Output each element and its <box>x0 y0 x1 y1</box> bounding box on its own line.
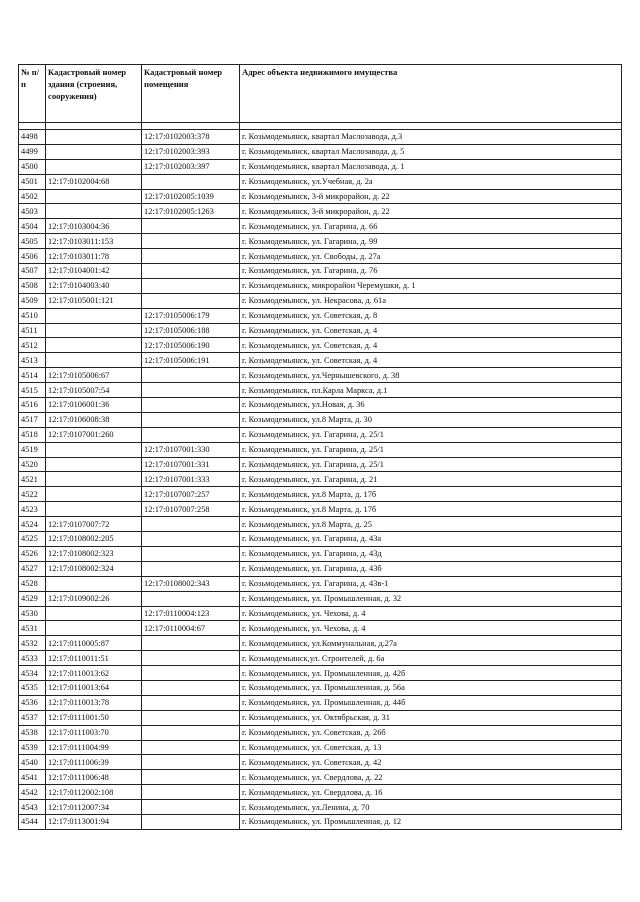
cell-room-cadastral <box>142 368 240 383</box>
cell-room-cadastral <box>142 666 240 681</box>
header-row <box>19 65 622 123</box>
table-row <box>19 398 622 413</box>
table-row <box>19 204 622 219</box>
cell-row-number: 4517 <box>19 412 46 427</box>
cell-building-cadastral: 12:17:0105001:121 <box>46 293 142 308</box>
cell-address: г. Козьмодемьянск, 3-й микрорайон, д. 22 <box>240 189 622 204</box>
cell-building-cadastral: 12:17:0111004:99 <box>46 740 142 755</box>
table-row <box>19 517 622 532</box>
cell-building-cadastral <box>46 457 142 472</box>
cell-building-cadastral: 12:17:0112002:108 <box>46 785 142 800</box>
cell-room-cadastral: 12:17:0102003:397 <box>142 159 240 174</box>
cell-address: г. Козьмодемьянск, ул.Чернышевского, д. 38 <box>240 368 622 383</box>
cell-room-cadastral <box>142 725 240 740</box>
cell-row-number: 4507 <box>19 264 46 279</box>
cell-row-number: 4529 <box>19 591 46 606</box>
table-body <box>19 130 622 830</box>
cell-row-number: 4506 <box>19 249 46 264</box>
table-row <box>19 814 622 829</box>
cell-room-cadastral <box>142 636 240 651</box>
table-row <box>19 636 622 651</box>
table-row <box>19 159 622 174</box>
cell-room-cadastral <box>142 249 240 264</box>
header-row-number: № п/п <box>19 65 46 123</box>
cell-address: г. Козьмодемьянск, ул. Октябрьская, д. 31 <box>240 710 622 725</box>
cell-building-cadastral <box>46 487 142 502</box>
table-row <box>19 800 622 815</box>
document-page <box>18 64 621 830</box>
cell-building-cadastral <box>46 159 142 174</box>
cell-row-number: 4499 <box>19 144 46 159</box>
cell-building-cadastral: 12:17:0103004:36 <box>46 219 142 234</box>
table-row <box>19 502 622 517</box>
cell-address: г. Козьмодемьянск, ул. Гагарина, д. 43б <box>240 561 622 576</box>
cell-building-cadastral: 12:17:0103011:78 <box>46 249 142 264</box>
table-row <box>19 308 622 323</box>
cell-address: г. Козьмодемьянск, ул. Гагарина, д. 25/1 <box>240 442 622 457</box>
cell-address: г. Козьмодемьянск, ул.8 Марта, д. 25 <box>240 517 622 532</box>
cell-room-cadastral <box>142 264 240 279</box>
cell-address: г. Козьмодемьянск, ул. Промышленная, д. 56а <box>240 680 622 695</box>
table-row <box>19 323 622 338</box>
cell-room-cadastral <box>142 755 240 770</box>
table-row <box>19 755 622 770</box>
cell-address: г. Козьмодемьянск, ул. Советская, д. 42 <box>240 755 622 770</box>
cell-room-cadastral: 12:17:0102005:1263 <box>142 204 240 219</box>
cell-address: г. Козьмодемьянск, ул. Промышленная, д. 42б <box>240 666 622 681</box>
cell-building-cadastral <box>46 472 142 487</box>
table-row <box>19 651 622 666</box>
cell-address: г. Козьмодемьянск, ул. Некрасова, д. 61а <box>240 293 622 308</box>
cell-address: г. Козьмодемьянск, 3-й микрорайон, д. 22 <box>240 204 622 219</box>
cell-room-cadastral <box>142 770 240 785</box>
cell-row-number: 4544 <box>19 814 46 829</box>
cell-address: г. Козьмодемьянск, ул. Советская, д. 8 <box>240 308 622 323</box>
cell-building-cadastral <box>46 606 142 621</box>
cell-address: г. Козьмодемьянск, ул. Гагарина, д. 25/1 <box>240 427 622 442</box>
cell-row-number: 4523 <box>19 502 46 517</box>
cell-building-cadastral: 12:17:0106001:36 <box>46 398 142 413</box>
table-row <box>19 472 622 487</box>
cell-building-cadastral: 12:17:0110005:87 <box>46 636 142 651</box>
table-row <box>19 278 622 293</box>
cell-room-cadastral <box>142 412 240 427</box>
table-row <box>19 487 622 502</box>
cell-building-cadastral <box>46 189 142 204</box>
table-row <box>19 219 622 234</box>
cell-row-number: 4508 <box>19 278 46 293</box>
cell-address: г. Козьмодемьянск, ул.Новая, д. 36 <box>240 398 622 413</box>
cell-address: г. Козьмодемьянск, ул. Советская, д. 13 <box>240 740 622 755</box>
table-header <box>19 65 622 130</box>
cell-row-number: 4536 <box>19 695 46 710</box>
cell-building-cadastral: 12:17:0109002:26 <box>46 591 142 606</box>
cell-room-cadastral: 12:17:0110004:67 <box>142 621 240 636</box>
cell-building-cadastral <box>46 308 142 323</box>
cell-building-cadastral: 12:17:0111006:48 <box>46 770 142 785</box>
cell-address: г. Козьмодемьянск, ул. Свободы, д. 27а <box>240 249 622 264</box>
cell-building-cadastral: 12:17:0110013:78 <box>46 695 142 710</box>
cell-row-number: 4531 <box>19 621 46 636</box>
header-building-cadastral: Кадастровый номер здания (строения, сооружения) <box>46 65 142 123</box>
cell-address: г. Козьмодемьянск, ул. Чехова, д. 4 <box>240 621 622 636</box>
cell-building-cadastral <box>46 353 142 368</box>
table-row <box>19 740 622 755</box>
cell-room-cadastral: 12:17:0105006:190 <box>142 338 240 353</box>
table-row <box>19 532 622 547</box>
cell-address: г. Козьмодемьянск, пл.Карла Маркса, д.1 <box>240 383 622 398</box>
cell-room-cadastral: 12:17:0105006:179 <box>142 308 240 323</box>
table-row <box>19 412 622 427</box>
cell-building-cadastral: 12:17:0104003:40 <box>46 278 142 293</box>
cell-room-cadastral <box>142 740 240 755</box>
cell-address: г. Козьмодемьянск, ул. Гагарина, д. 99 <box>240 234 622 249</box>
cell-building-cadastral <box>46 442 142 457</box>
cell-room-cadastral <box>142 234 240 249</box>
cell-building-cadastral <box>46 144 142 159</box>
cell-address: г. Козьмодемьянск, ул.8 Марта, д. 30 <box>240 412 622 427</box>
cell-building-cadastral: 12:17:0111006:39 <box>46 755 142 770</box>
header-room-cadastral: Кадастровый номер помещения <box>142 65 240 123</box>
cell-room-cadastral <box>142 546 240 561</box>
cell-row-number: 4526 <box>19 546 46 561</box>
cell-address: г. Козьмодемьянск,ул. Строителей, д. 6а <box>240 651 622 666</box>
cell-room-cadastral <box>142 398 240 413</box>
cell-building-cadastral: 12:17:0108002:324 <box>46 561 142 576</box>
cell-room-cadastral <box>142 383 240 398</box>
cell-address: г. Козьмодемьянск, ул. Гагарина, д. 76 <box>240 264 622 279</box>
cell-room-cadastral <box>142 710 240 725</box>
table-row <box>19 695 622 710</box>
cell-address: г. Козьмодемьянск, ул.8 Марта, д. 17б <box>240 487 622 502</box>
table-row <box>19 710 622 725</box>
cell-row-number: 4530 <box>19 606 46 621</box>
cell-row-number: 4539 <box>19 740 46 755</box>
cell-row-number: 4522 <box>19 487 46 502</box>
table-row <box>19 264 622 279</box>
cell-row-number: 4513 <box>19 353 46 368</box>
table-row <box>19 130 622 145</box>
cell-building-cadastral: 12:17:0110013:64 <box>46 680 142 695</box>
cell-room-cadastral <box>142 278 240 293</box>
cell-room-cadastral <box>142 532 240 547</box>
cell-address: г. Козьмодемьянск, ул.Учебная, д. 2а <box>240 174 622 189</box>
cell-row-number: 4514 <box>19 368 46 383</box>
cell-address: г. Козьмодемьянск, ул. Свердлова, д. 16 <box>240 785 622 800</box>
cell-building-cadastral: 12:17:0108002:205 <box>46 532 142 547</box>
cell-address: г. Козьмодемьянск, ул. Гагарина, д. 43в-1 <box>240 576 622 591</box>
cell-building-cadastral <box>46 338 142 353</box>
cell-room-cadastral: 12:17:0110004:123 <box>142 606 240 621</box>
cell-row-number: 4510 <box>19 308 46 323</box>
cell-room-cadastral: 12:17:0107001:333 <box>142 472 240 487</box>
cell-row-number: 4543 <box>19 800 46 815</box>
cell-row-number: 4511 <box>19 323 46 338</box>
cell-room-cadastral: 12:17:0102005:1039 <box>142 189 240 204</box>
cell-row-number: 4524 <box>19 517 46 532</box>
cell-building-cadastral: 12:17:0107001:260 <box>46 427 142 442</box>
cell-room-cadastral <box>142 785 240 800</box>
cell-row-number: 4518 <box>19 427 46 442</box>
table-row <box>19 234 622 249</box>
table-row <box>19 249 622 264</box>
cell-building-cadastral: 12:17:0111001:50 <box>46 710 142 725</box>
cell-row-number: 4501 <box>19 174 46 189</box>
cell-row-number: 4500 <box>19 159 46 174</box>
cell-room-cadastral <box>142 651 240 666</box>
cell-row-number: 4516 <box>19 398 46 413</box>
cell-building-cadastral <box>46 621 142 636</box>
cell-row-number: 4532 <box>19 636 46 651</box>
cell-building-cadastral: 12:17:0108002:323 <box>46 546 142 561</box>
cell-row-number: 4498 <box>19 130 46 145</box>
cell-address: г. Козьмодемьянск, ул. Советская, д. 26б <box>240 725 622 740</box>
table-row <box>19 785 622 800</box>
table-row <box>19 174 622 189</box>
table-row <box>19 666 622 681</box>
cell-row-number: 4519 <box>19 442 46 457</box>
cell-address: г. Козьмодемьянск, ул.Ленина, д. 70 <box>240 800 622 815</box>
table-row <box>19 725 622 740</box>
table-row <box>19 591 622 606</box>
cell-row-number: 4534 <box>19 666 46 681</box>
cell-address: г. Козьмодемьянск, ул. Гагарина, д. 25/1 <box>240 457 622 472</box>
table-row <box>19 770 622 785</box>
table-row <box>19 576 622 591</box>
cell-room-cadastral <box>142 427 240 442</box>
cell-row-number: 4540 <box>19 755 46 770</box>
cell-row-number: 4505 <box>19 234 46 249</box>
cell-room-cadastral: 12:17:0108002:343 <box>142 576 240 591</box>
cell-address: г. Козьмодемьянск, квартал Маслозавода, д. 1 <box>240 159 622 174</box>
cell-room-cadastral: 12:17:0107001:331 <box>142 457 240 472</box>
cell-address: г. Козьмодемьянск, ул. Советская, д. 4 <box>240 338 622 353</box>
cell-building-cadastral: 12:17:0111003:70 <box>46 725 142 740</box>
cell-address: г. Козьмодемьянск, квартал Маслозавода, д. 5 <box>240 144 622 159</box>
cell-row-number: 4515 <box>19 383 46 398</box>
cell-address: г. Козьмодемьянск, квартал Маслозавода, д.3 <box>240 130 622 145</box>
cell-room-cadastral: 12:17:0102003:393 <box>142 144 240 159</box>
header-spacer-row <box>19 123 622 130</box>
cell-address: г. Козьмодемьянск, ул. Советская, д. 4 <box>240 353 622 368</box>
table-row <box>19 383 622 398</box>
cell-address: г. Козьмодемьянск, ул. Гагарина, д. 21 <box>240 472 622 487</box>
table-row <box>19 353 622 368</box>
cell-row-number: 4541 <box>19 770 46 785</box>
cell-building-cadastral <box>46 130 142 145</box>
cell-row-number: 4509 <box>19 293 46 308</box>
cell-address: г. Козьмодемьянск, ул. Гагарина, д. 66 <box>240 219 622 234</box>
cell-room-cadastral <box>142 561 240 576</box>
cell-room-cadastral <box>142 814 240 829</box>
cell-room-cadastral <box>142 800 240 815</box>
table-row <box>19 338 622 353</box>
cell-address: г. Козьмодемьянск, ул. Советская, д. 4 <box>240 323 622 338</box>
cell-room-cadastral <box>142 219 240 234</box>
cell-room-cadastral: 12:17:0107007:258 <box>142 502 240 517</box>
cell-building-cadastral: 12:17:0105006:67 <box>46 368 142 383</box>
cell-address: г. Козьмодемьянск, ул. Свердлова, д. 22 <box>240 770 622 785</box>
cell-building-cadastral <box>46 323 142 338</box>
table-row <box>19 561 622 576</box>
cell-building-cadastral: 12:17:0107007:72 <box>46 517 142 532</box>
cell-address: г. Козьмодемьянск, ул.8 Марта, д. 17б <box>240 502 622 517</box>
cell-building-cadastral: 12:17:0110013:62 <box>46 666 142 681</box>
cell-row-number: 4542 <box>19 785 46 800</box>
table-row <box>19 621 622 636</box>
cell-address: г. Козьмодемьянск, ул. Промышленная, д. 32 <box>240 591 622 606</box>
cell-building-cadastral: 12:17:0113001:94 <box>46 814 142 829</box>
cell-room-cadastral <box>142 174 240 189</box>
table-row <box>19 293 622 308</box>
cell-room-cadastral <box>142 517 240 532</box>
cell-row-number: 4537 <box>19 710 46 725</box>
table-row <box>19 546 622 561</box>
cell-row-number: 4525 <box>19 532 46 547</box>
cell-address: г. Козьмодемьянск, микрорайон Черемушки, д. 1 <box>240 278 622 293</box>
cell-room-cadastral: 12:17:0105006:191 <box>142 353 240 368</box>
cell-row-number: 4538 <box>19 725 46 740</box>
table-row <box>19 457 622 472</box>
cell-address: г. Козьмодемьянск, ул.Коммунальная, д.27а <box>240 636 622 651</box>
table-row <box>19 680 622 695</box>
cell-address: г. Козьмодемьянск, ул. Чехова, д. 4 <box>240 606 622 621</box>
cell-row-number: 4528 <box>19 576 46 591</box>
cell-row-number: 4527 <box>19 561 46 576</box>
table-row <box>19 368 622 383</box>
cell-row-number: 4512 <box>19 338 46 353</box>
table-row <box>19 606 622 621</box>
cell-room-cadastral: 12:17:0102003:378 <box>142 130 240 145</box>
cell-row-number: 4535 <box>19 680 46 695</box>
cell-building-cadastral: 12:17:0103011:153 <box>46 234 142 249</box>
cell-row-number: 4520 <box>19 457 46 472</box>
cell-room-cadastral <box>142 695 240 710</box>
cell-row-number: 4502 <box>19 189 46 204</box>
cell-row-number: 4533 <box>19 651 46 666</box>
cell-room-cadastral: 12:17:0107007:257 <box>142 487 240 502</box>
cell-building-cadastral: 12:17:0112007:34 <box>46 800 142 815</box>
cell-building-cadastral: 12:17:0110011:51 <box>46 651 142 666</box>
table-row <box>19 144 622 159</box>
cell-building-cadastral <box>46 204 142 219</box>
cell-building-cadastral: 12:17:0104001:42 <box>46 264 142 279</box>
cell-room-cadastral <box>142 591 240 606</box>
cell-building-cadastral: 12:17:0106008:38 <box>46 412 142 427</box>
cell-address: г. Козьмодемьянск, ул. Гагарина, д. 43а <box>240 532 622 547</box>
cell-room-cadastral <box>142 680 240 695</box>
cell-building-cadastral <box>46 576 142 591</box>
cell-address: г. Козьмодемьянск, ул. Промышленная, д. 12 <box>240 814 622 829</box>
cell-room-cadastral: 12:17:0105006:188 <box>142 323 240 338</box>
header-address: Адрес объекта недвижимого имущества <box>240 65 622 123</box>
cell-address: г. Козьмодемьянск, ул. Гагарина, д. 43д <box>240 546 622 561</box>
cell-room-cadastral <box>142 293 240 308</box>
cell-row-number: 4504 <box>19 219 46 234</box>
cell-room-cadastral: 12:17:0107001:330 <box>142 442 240 457</box>
table-row <box>19 427 622 442</box>
table-row <box>19 189 622 204</box>
table-row <box>19 442 622 457</box>
cell-building-cadastral <box>46 502 142 517</box>
cell-building-cadastral: 12:17:0105007:54 <box>46 383 142 398</box>
cell-row-number: 4521 <box>19 472 46 487</box>
cell-row-number: 4503 <box>19 204 46 219</box>
property-registry-table <box>18 64 622 830</box>
cell-address: г. Козьмодемьянск, ул. Промышленная, д. 44б <box>240 695 622 710</box>
cell-building-cadastral: 12:17:0102004:68 <box>46 174 142 189</box>
